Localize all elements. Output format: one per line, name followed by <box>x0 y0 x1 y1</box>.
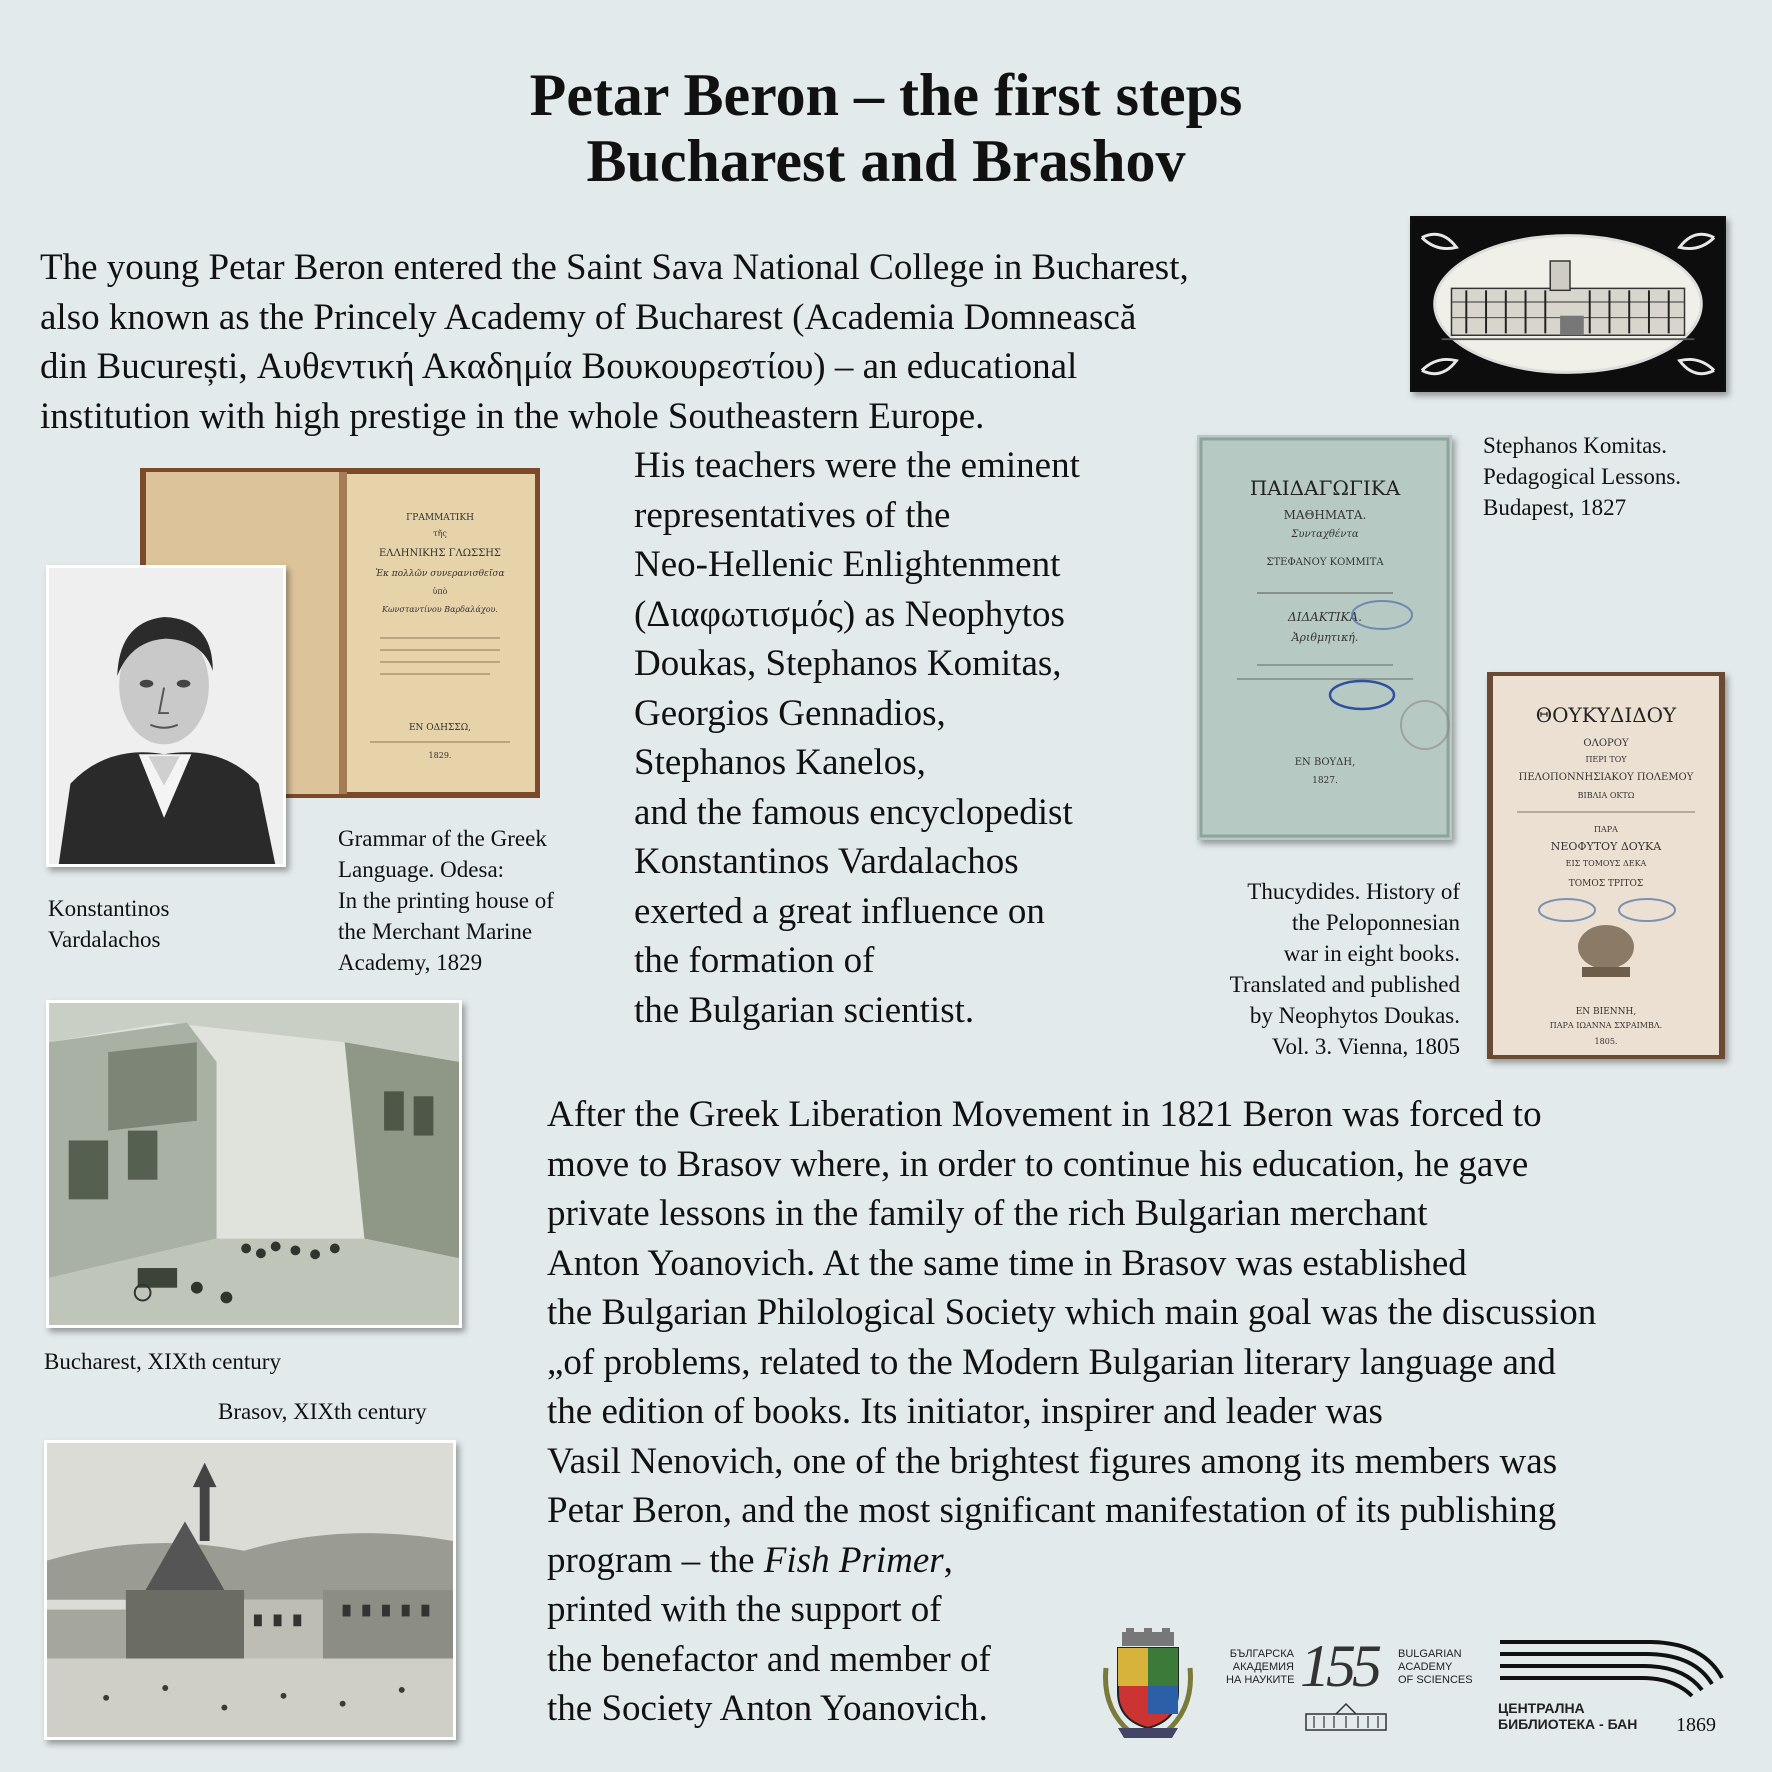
intro-line: The young Petar Beron entered the Saint Sava National College in Bucharest, <box>40 247 1189 288</box>
intro-line: institution with high prestige in the whole Southeastern Europe. <box>40 395 985 437</box>
book-text: τῆς <box>433 529 447 538</box>
teachers-line: the Bulgarian scientist. <box>634 989 975 1031</box>
book-text: ΝΕΟΦΥΤΟΥ ΔΟΥΚΑ <box>1550 840 1662 853</box>
caption-line: Stephanos Komitas. <box>1483 433 1667 458</box>
teachers-line: Stephanos Kanelos, <box>634 742 926 783</box>
intro-paragraph <box>40 243 1189 441</box>
brasov-caption: Brasov, XIXth century <box>218 1399 427 1424</box>
brasov-line: „of problems, related to the Modern Bulgarian literary language and <box>547 1341 1556 1383</box>
caption-line: war in eight books. <box>1283 941 1460 966</box>
caption-line: Vol. 3. Vienna, 1805 <box>1271 1034 1460 1059</box>
program-suffix: , <box>943 1539 953 1581</box>
book-text: ΕΛΛΗΝΙΚΗΣ ΓΛΩΣΣΗΣ <box>379 548 501 559</box>
teachers-line: Neo-Hellenic Enlightenment <box>634 544 1061 585</box>
book-text: 1805. <box>1594 1037 1618 1046</box>
book-text: ΠΕΡΙ ΤΟΥ <box>1585 755 1627 764</box>
fish-primer-title: Fish Primer <box>763 1539 944 1581</box>
college-engraving-image <box>1410 216 1726 392</box>
brasov-line: the edition of books. Its initiator, inspirer and leader was <box>547 1391 1383 1432</box>
brasov-line: the Society Anton Yoanovich. <box>547 1688 988 1729</box>
book-text: ΔΙΔΑΚΤΙΚΑ. <box>1288 610 1362 624</box>
intro-line: also known as the Princely Academy of Bucharest (Academia Domnească <box>40 296 1137 338</box>
book-text: ΕΝ ΒΟΥΔΗ, <box>1294 757 1356 768</box>
book-text: 1829. <box>428 751 452 760</box>
vardalachos-caption <box>48 893 169 955</box>
bas-bg-text <box>1226 1648 1294 1687</box>
program-prefix: program – the <box>547 1539 764 1581</box>
bucharest-engraving-image <box>46 1000 462 1328</box>
book-text: ΕΙΣ ΤΟΜΟΥΣ ΔΕΚΑ <box>1565 859 1647 868</box>
caption-line: Konstantinos <box>48 896 170 921</box>
brasov-line: the benefactor and member of <box>547 1638 991 1680</box>
teachers-line: Konstantinos Vardalachos <box>634 841 1019 882</box>
bas-en-text <box>1398 1648 1473 1687</box>
brasov-line: Petar Beron, and the most significant manifestation of its publishing <box>547 1490 1557 1531</box>
bucharest-caption: Bucharest, XIXth century <box>44 1349 281 1374</box>
teachers-line: the formation of <box>634 940 875 981</box>
logo-text-line: OF SCIENCES <box>1398 1674 1473 1686</box>
book-text: ΣΤΕΦΑΝΟΥ ΚΟΜΜΙΤΑ <box>1266 557 1384 568</box>
program-line <box>547 1536 1596 1586</box>
book-text: Κωνσταντίνου Βαρδαλάχου. <box>382 605 498 614</box>
teachers-paragraph <box>634 441 1080 1035</box>
grammar-caption <box>338 823 554 978</box>
teachers-line: exerted a great influence on <box>634 890 1045 932</box>
vardalachos-portrait-image <box>46 565 286 867</box>
logo-text-line: АКАДЕМИЯ <box>1232 1661 1294 1673</box>
brasov-line: the Bulgarian Philological Society which main goal was the discussion <box>547 1292 1597 1333</box>
logo-text-line: ЦЕНТРАЛНА <box>1498 1700 1585 1716</box>
book-text: ΕΝ ΒΙΕΝΝΗ, <box>1575 1007 1637 1017</box>
book-text: 1827. <box>1312 776 1338 786</box>
brasov-photo-image <box>44 1440 456 1740</box>
thucydides-caption <box>1180 876 1460 1062</box>
brasov-line: private lessons in the family of the rich Bulgarian merchant <box>547 1193 1428 1234</box>
book-text: ΠΑΙΔΑΓΩΓΙΚΑ <box>1249 476 1401 500</box>
bas-155-logo-icon <box>1226 1633 1476 1736</box>
book-text: Ἐκ πολλῶν συνερανισθεῖσα <box>375 569 505 579</box>
book-text: Ἀριθμητική. <box>1291 631 1359 644</box>
pedagogical-lessons-book-image <box>1197 435 1452 840</box>
teachers-line: His teachers were the eminent <box>634 445 1080 486</box>
book-text: ΟΛΟΡΟΥ <box>1583 738 1629 749</box>
caption-line: Translated and published <box>1229 972 1460 997</box>
book-text: ΕΝ ΟΔΗΣΣΩ, <box>408 723 472 733</box>
teachers-line: Doukas, Stephanos Komitas, <box>634 643 1062 684</box>
komitas-caption <box>1483 430 1681 523</box>
intro-line: din București, Αυθεντική Ακαδημία Βουκουρεστίου) – an educational <box>40 346 1078 387</box>
brasov-line: move to Brasov where, in order to continue his education, he gave <box>547 1143 1529 1185</box>
book-text: ΠΑΡΑ <box>1594 825 1618 834</box>
logo-text-line: ACADEMY <box>1398 1661 1453 1673</box>
teachers-line: Georgios Gennadios, <box>634 692 946 734</box>
book-text: ΒΙΒΛΙΑ ΟΚΤΩ <box>1577 791 1635 800</box>
teachers-line: representatives of the <box>634 494 951 536</box>
caption-line: the Merchant Marine <box>338 919 533 944</box>
page-title <box>0 62 1772 194</box>
brasov-line: printed with the support of <box>547 1589 942 1630</box>
caption-line: Grammar of the Greek <box>338 826 547 851</box>
caption-line: Pedagogical Lessons. <box>1483 464 1682 489</box>
logo-text-line: БЪЛГАРСКА <box>1229 1648 1294 1660</box>
book-text: ὑπὸ <box>432 587 448 596</box>
book-text: ΓΡΑΜΜΑΤΙΚΗ <box>406 513 474 523</box>
thucydides-book-image <box>1487 672 1725 1059</box>
book-text: ΠΑΡΑ ΙΩΑΝΝΑ ΣΧΡΑΙΜΒΛ. <box>1549 1021 1663 1030</box>
title-line-1: Petar Beron – the first steps <box>529 62 1243 128</box>
logo-text-line: BULGARIAN <box>1398 1648 1462 1660</box>
caption-line: Academy, 1829 <box>338 950 483 975</box>
title-line-2: Bucharest and Brashov <box>586 128 1186 194</box>
caption-line: Language. Odesa: <box>338 857 505 882</box>
library-text <box>1498 1700 1637 1732</box>
caption-line: the Peloponnesian <box>1292 910 1460 935</box>
brasov-line: Vasil Nenovich, one of the brightest figures among its members was <box>547 1440 1558 1482</box>
library-year: 1869 <box>1676 1714 1716 1736</box>
book-text: ΠΕΛΟΠΟΝΝΗΣΙΑΚΟΥ ΠΟΛΕΜΟΥ <box>1518 772 1694 783</box>
book-text: ΘΟΥΚΥΔΙΔΟΥ <box>1535 703 1677 727</box>
teachers-line: and the famous encyclopedist <box>634 791 1073 833</box>
logo-text-line: БИБЛИОТЕКА - БАН <box>1498 1716 1638 1732</box>
bas-155-number: 155 <box>1300 1633 1378 1699</box>
caption-line: In the printing house of <box>338 888 554 913</box>
caption-line: Vardalachos <box>48 927 161 952</box>
book-text: ΜΑΘΗΜΑΤΑ. <box>1283 508 1367 522</box>
caption-line: by Neophytos Doukas. <box>1249 1003 1460 1028</box>
caption-line: Budapest, 1827 <box>1483 495 1627 520</box>
brasov-line: Anton Yoanovich. At the same time in Brasov was established <box>547 1242 1467 1284</box>
book-text: ΤΟΜΟΣ ΤΡΙΤΟΣ <box>1568 879 1644 889</box>
central-library-logo-icon <box>1498 1630 1730 1740</box>
teachers-line: (Διαφωτισμός) as Neophytos <box>634 593 1065 635</box>
logo-text-line: НА НАУКИТЕ <box>1226 1674 1295 1686</box>
caption-line: Thucydides. History of <box>1247 879 1460 904</box>
brasov-line: After the Greek Liberation Movement in 1821 Beron was forced to <box>547 1094 1542 1135</box>
sofia-coat-of-arms-icon <box>1100 1628 1196 1740</box>
book-text: Συνταχθέντα <box>1291 529 1359 540</box>
